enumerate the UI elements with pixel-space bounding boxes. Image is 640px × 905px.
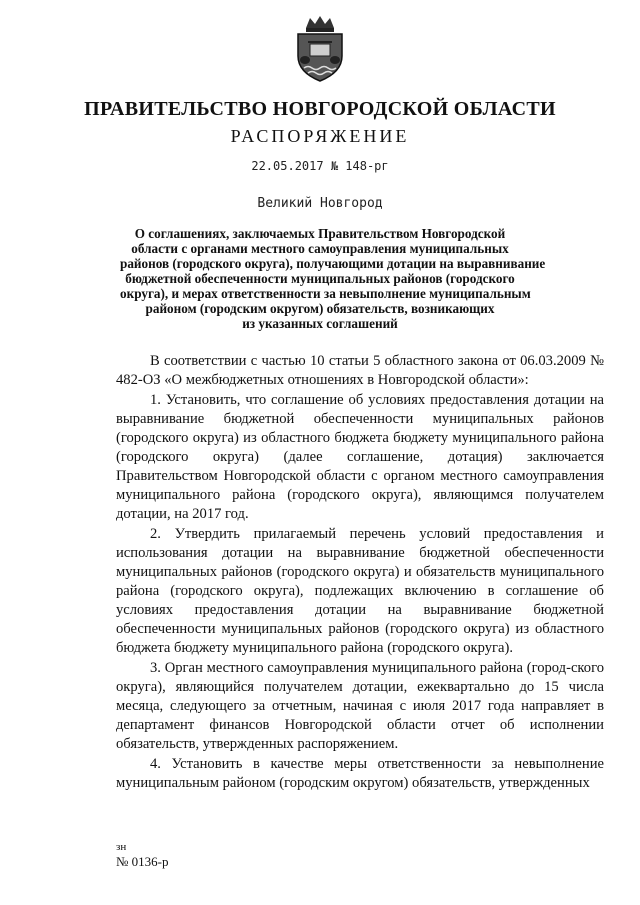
date-number-line: 22.05.2017 № 148-рг xyxy=(251,159,389,173)
document-title xyxy=(120,226,546,331)
coat-of-arms-icon xyxy=(292,14,348,82)
document-number: № 0136-р xyxy=(116,854,169,869)
clause-paragraph: 1. Установить, что соглашение об условиях предоставления дотации на выравнивание бюджетной обеспеченности муниципальных районов (городского округа) из областного бюджета бюджету муниципального района (городского округа) (далее соглашение, дотация) заключается Правительством Новгородской области с органом местного самоуправления муниципального района (городского округа), являющимся получателем дотации, на 2017 год. xyxy=(116,392,604,522)
title-line: О соглашениях, заключаемых Правительством Новгородской xyxy=(134,226,506,241)
preamble-paragraph: В соответствии с частью 10 статьи 5 областного закона от 06.03.2009 № 482-ОЗ «О межбюджетных отношениях в Новгородской области»: xyxy=(116,353,604,388)
document-type: РАСПОРЯЖЕНИЕ xyxy=(230,126,410,146)
title-line: округа), и мерах ответственности за невыполнение муниципальным xyxy=(120,286,531,301)
organization-name: ПРАВИТЕЛЬСТВО НОВГОРОДСКОЙ ОБЛАСТИ xyxy=(84,98,556,120)
city-name: Великий Новгород xyxy=(257,196,383,211)
author-initials: зн xyxy=(116,841,127,853)
title-line: бюджетной обеспеченности муниципальных районов (городского xyxy=(125,271,515,286)
clause-paragraph: 3. Орган местного самоуправления муниципального района (город-ского округа), являющийся получателем дотации, ежеквартально до 15 числа месяца, следующего за отчетным, начиная с июля 2017 года направляет в департамент финансов Новгородской области отчет об исполнении обязательств, утвержденных распоряжением. xyxy=(116,660,604,752)
clause-paragraph: 2. Утвердить прилагаемый перечень условий предоставления и использования дотации на выравнивание бюджетной обеспеченности муниципальных районов (городского округа) и обязательств муниципального района (городского округа), подлежащих включению в соглашение об условиях предоставления дотации на выравнивание бюджетной обеспеченности муниципальных районов (городского округа) из областного бюджета бюджету муниципального района (городского округа). xyxy=(116,526,604,656)
clause-paragraph: 4. Установить в качестве меры ответственности за невыполнение муниципальным районом (городским округом) обязательств, утвержденных xyxy=(116,756,604,791)
title-line: области с органами местного самоуправления муниципальных xyxy=(131,241,509,256)
title-line: районов (городского округа), получающими дотации на выравнивание xyxy=(120,256,546,271)
document-body xyxy=(116,352,604,794)
title-line: районом (городским округом) обязательств, возникающих xyxy=(145,301,495,316)
title-line: из указанных соглашений xyxy=(242,316,398,331)
